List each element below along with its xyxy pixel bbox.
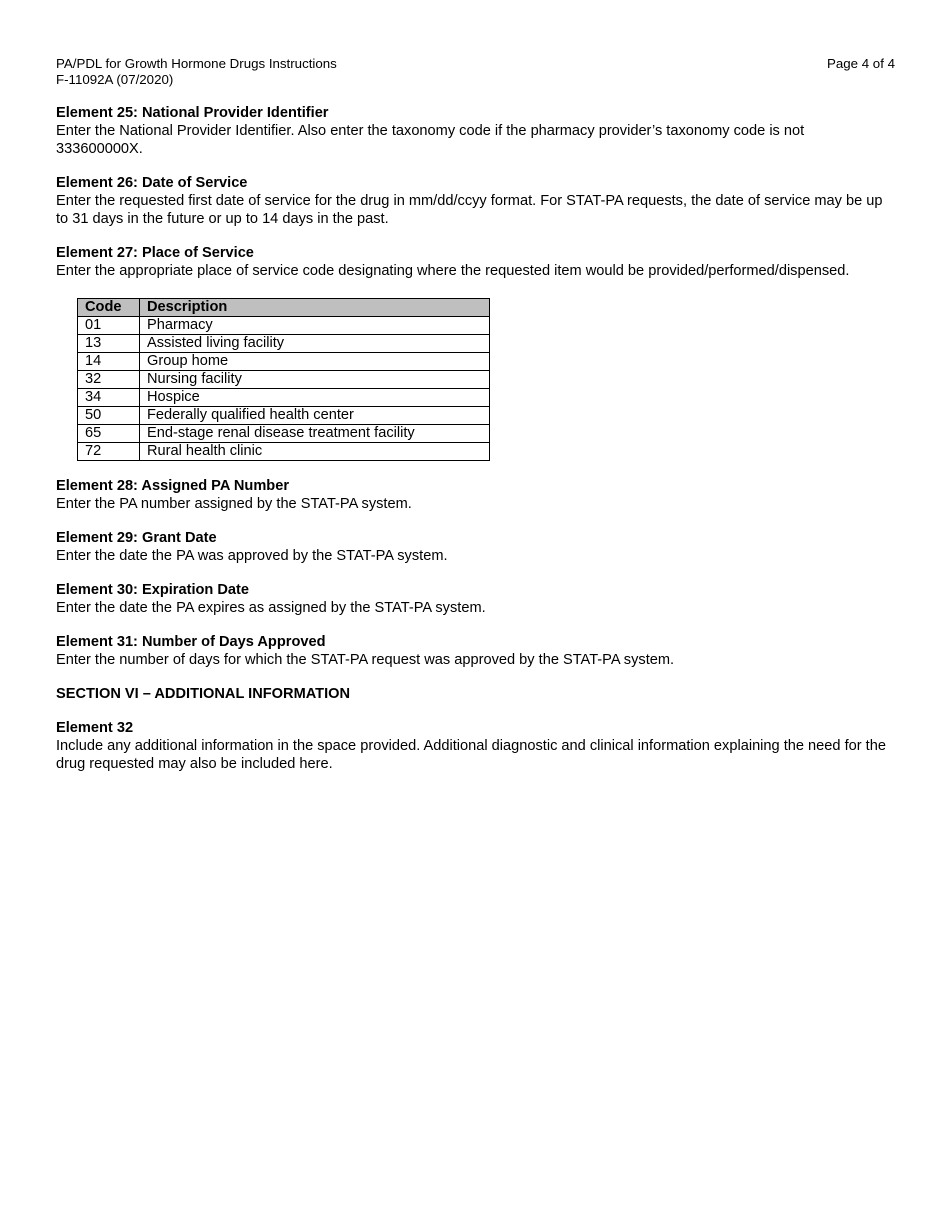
element-text: Enter the appropriate place of service code designating where the requested item would be provided/performed/dispensed. (56, 263, 850, 279)
document-page (56, 56, 895, 773)
element-27 (56, 244, 895, 280)
code-cell: 34 (78, 389, 140, 407)
code-cell: 14 (78, 353, 140, 371)
element-text: Enter the date the PA was approved by the STAT-PA system. (56, 548, 448, 564)
table-row (78, 389, 490, 407)
element-text: Include any additional information in the space provided. Additional diagnostic and clinical information explaining the need for the drug requested may also be included here. (56, 738, 886, 772)
element-heading: Element 27: Place of Service (56, 245, 254, 261)
description-cell: Assisted living facility (140, 335, 490, 353)
place-of-service-table (77, 298, 490, 461)
element-heading: Element 31: Number of Days Approved (56, 634, 326, 650)
section-title: SECTION VI – ADDITIONAL INFORMATION (56, 686, 351, 702)
column-header-description: Description (140, 299, 490, 317)
description-cell: Group home (140, 353, 490, 371)
description-cell: Rural health clinic (140, 443, 490, 461)
element-29 (56, 529, 895, 565)
element-heading: Element 26: Date of Service (56, 175, 248, 191)
element-heading: Element 32 (56, 720, 134, 736)
table-row (78, 443, 490, 461)
element-25 (56, 104, 895, 158)
description-cell: Pharmacy (140, 317, 490, 335)
element-heading: Element 28: Assigned PA Number (56, 478, 290, 494)
page-number: Page 4 of 4 (826, 56, 895, 71)
element-32 (56, 719, 895, 773)
element-31 (56, 633, 895, 669)
code-cell: 50 (78, 407, 140, 425)
table-row (78, 371, 490, 389)
code-cell: 13 (78, 335, 140, 353)
description-cell: Federally qualified health center (140, 407, 490, 425)
table-row (78, 425, 490, 443)
table-row (78, 407, 490, 425)
element-text: Enter the number of days for which the STAT-PA request was approved by the STAT-PA system. (56, 652, 675, 668)
page-header (56, 56, 895, 88)
code-cell: 32 (78, 371, 140, 389)
element-text: Enter the PA number assigned by the STAT-PA system. (56, 496, 412, 512)
description-cell: Nursing facility (140, 371, 490, 389)
element-heading: Element 25: National Provider Identifier (56, 105, 329, 121)
element-text: Enter the date the PA expires as assigned by the STAT-PA system. (56, 600, 486, 616)
document-title: PA/PDL for Growth Hormone Drugs Instructions (56, 56, 337, 71)
description-cell: Hospice (140, 389, 490, 407)
element-heading: Element 30: Expiration Date (56, 582, 250, 598)
column-header-code: Code (78, 299, 140, 317)
description-cell: End-stage renal disease treatment facility (140, 425, 490, 443)
element-text: Enter the requested first date of service for the drug in mm/dd/ccyy format. For STAT-PA requests, the date of service may be up to 31 days in the future or up to 14 days in the past. (56, 193, 883, 227)
table-row (78, 335, 490, 353)
code-cell: 72 (78, 443, 140, 461)
table-row (78, 317, 490, 335)
element-30 (56, 581, 895, 617)
table-header-row (78, 299, 490, 317)
table-row (78, 353, 490, 371)
element-28 (56, 477, 895, 513)
element-heading: Element 29: Grant Date (56, 530, 217, 546)
code-cell: 65 (78, 425, 140, 443)
code-cell: 01 (78, 317, 140, 335)
element-26 (56, 174, 895, 228)
element-text: Enter the National Provider Identifier. Also enter the taxonomy code if the pharmacy provider’s taxonomy code is not 333600000X. (56, 123, 805, 157)
form-id: F-11092A (07/2020) (56, 72, 174, 87)
